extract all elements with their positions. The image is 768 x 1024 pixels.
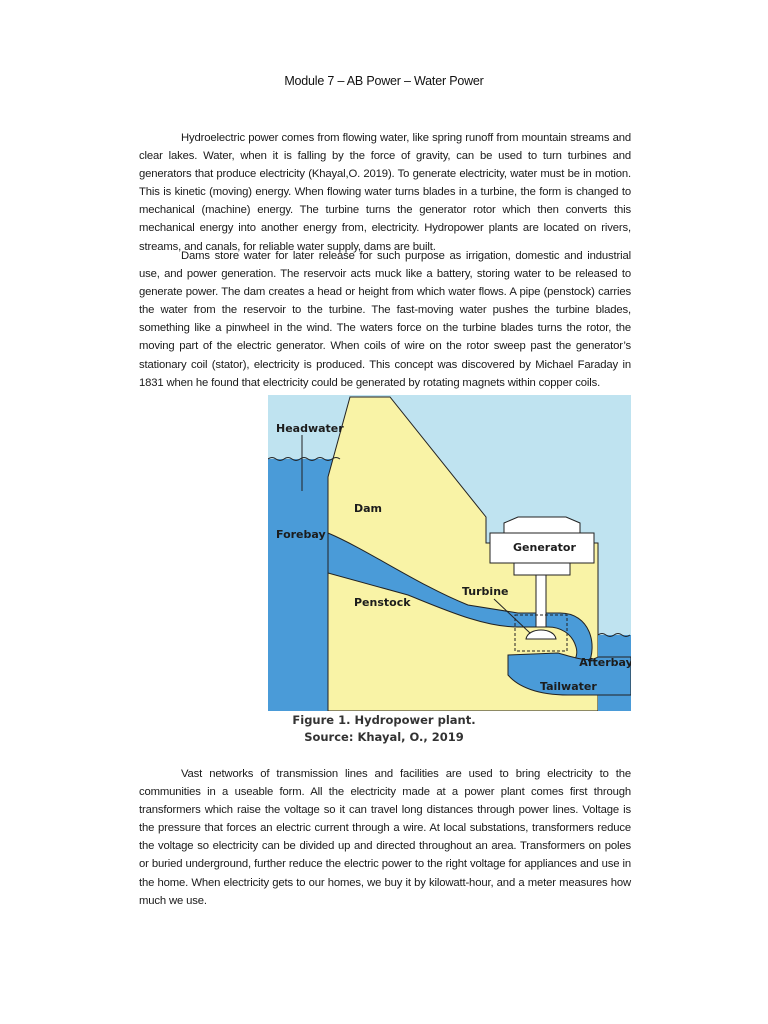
paragraph-transmission: Vast networks of transmission lines and facilities are used to bring electricity to the communities in a useable form. All the electricity made at a power plant comes first through transformers which raise the voltage so it can travel long distances through power lines. Voltage is the pressure that forces an electric current through a wire. At local substations, transformers reduce the voltage so electricity can be divided up and directed throughout an area. Transformers on poles or buried underground, further reduce the electric power to the right voltage for appliances and use in the home. When electricity gets to our homes, we buy it by kilowatt-hour, and a meter measures how much we use. bbox=[139, 768, 631, 907]
figure-caption: Figure 1. Hydropower plant. bbox=[292, 713, 476, 727]
hydropower-diagram bbox=[268, 395, 631, 711]
paragraph-hydroelectric-intro: Hydroelectric power comes from flowing water, like spring runoff from mountain streams and clear lakes. Water, when it is falling by the force of gravity, can be used to turn turbines and generators that produce electricity (Khayal,O. 2019). To generate electricity, water must be in motion. This is kinetic (moving) energy. When flowing water turns blades in a turbine, the form is changed to mechanical (machine) energy. The turbine turns the generator rotor which then converts this mechanical energy into another energy from, electricity. Hydropower plants are located on rivers, streams, and canals, for reliable water supply, dams are built. bbox=[139, 132, 631, 253]
page-title: Module 7 – AB Power – Water Power bbox=[284, 74, 484, 88]
hydropower-plant-figure bbox=[268, 395, 631, 711]
label-tailwater: Tailwater bbox=[540, 680, 597, 693]
label-generator: Generator bbox=[513, 541, 576, 554]
paragraph-dams: Dams store water for later release for such purpose as irrigation, domestic and industrial use, and power generation. The reservoir acts muck like a battery, storing water to be released to generate power. The dam creates a head or height from which water flows. A pipe (penstock) carries the water from the reservoir to the turbine. The fast-moving water pushes the turbine blades, something like a pinwheel in the wind. The waters force on the turbine blades turns the rotor, the moving part of the electric generator. When coils of wire on the rotor sweep past the generator’s stationary coil (stator), electricity is produced. This concept was discovered by Michael Faraday in 1831 when he found that electricity could be generated by rotating magnets within copper coils. bbox=[139, 250, 631, 389]
powerhouse-roof bbox=[504, 517, 580, 533]
label-afterbay: Afterbay bbox=[579, 656, 631, 669]
turbine-shaft bbox=[536, 575, 546, 627]
label-penstock: Penstock bbox=[354, 596, 411, 609]
label-forebay: Forebay bbox=[276, 528, 326, 541]
label-headwater: Headwater bbox=[276, 422, 344, 435]
label-turbine: Turbine bbox=[462, 585, 509, 598]
generator-base bbox=[514, 563, 570, 575]
figure-source: Source: Khayal, O., 2019 bbox=[304, 730, 464, 744]
label-dam: Dam bbox=[354, 502, 383, 515]
